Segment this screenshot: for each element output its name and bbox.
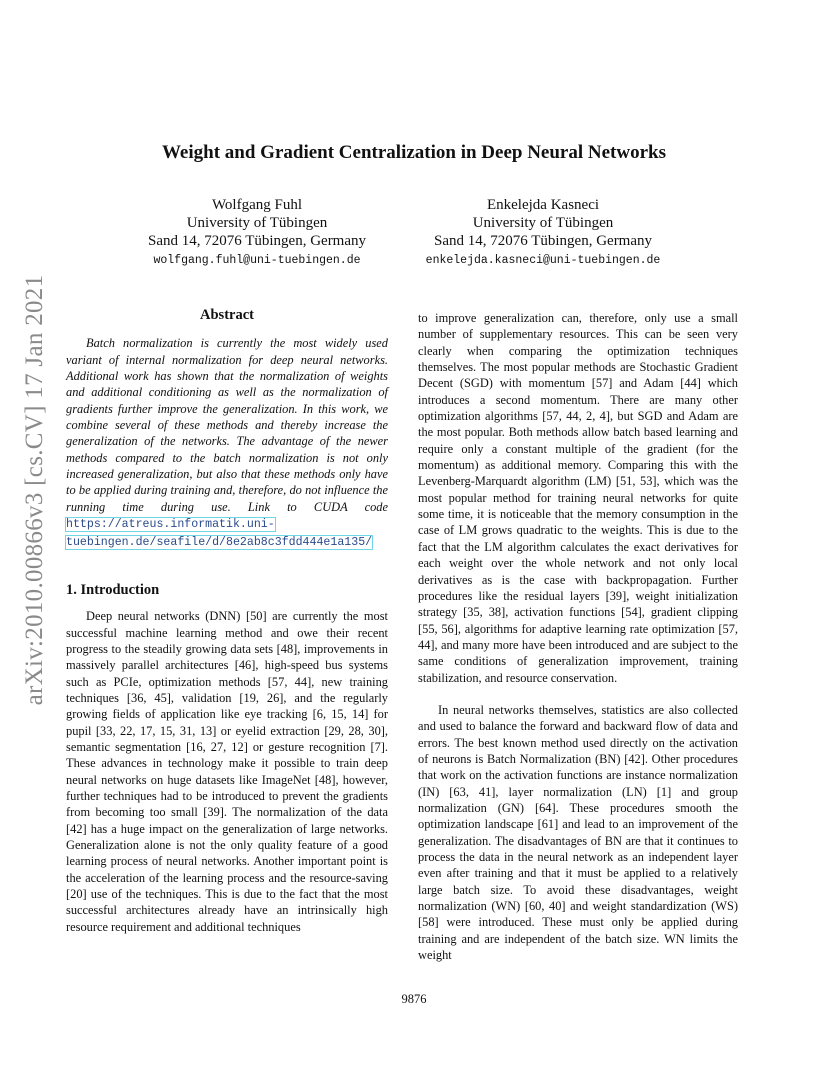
- abstract-text: [66, 335, 388, 551]
- left-column: [66, 307, 388, 935]
- code-link[interactable]: https://atreus.informatik.uni-tuebingen.de/seafile/d/8e2ab8c3fdd444e1a135/: [66, 518, 373, 550]
- author-email[interactable]: wolfgang.fuhl@uni-tuebingen.de: [153, 254, 361, 267]
- author-block-1: [107, 196, 407, 270]
- author-address: Sand 14, 72076 Tübingen, Germany: [147, 233, 367, 249]
- introduction-heading: 1. Introduction: [66, 581, 160, 598]
- author-affiliation: University of Tübingen: [472, 215, 614, 231]
- abstract-heading: Abstract: [200, 307, 254, 323]
- abstract-body-text: Batch normalization is currently the most widely used variant of internal normalization for deep neural networks. Additional work has shown that the normalization of weights and additional conditioning as well as the normalization of gradients further improve the generalization. In this work, we combine several of these methods and thereby increase the generalization of the networks. The advantage of the newer methods compared to the batch normalization is not only increased generalization, but also that these methods only have to be applied during training and, therefore, do not influence the running time during use. Link to CUDA code: [66, 336, 388, 514]
- author-name: Wolfgang Fuhl: [211, 197, 303, 213]
- page-number: 9876: [401, 992, 427, 1006]
- right-column: [418, 310, 738, 963]
- arxiv-stamp: [14, 274, 56, 706]
- arxiv-id: arXiv:2010.00866v3 [cs.CV] 17 Jan 2021: [21, 274, 48, 706]
- author-affiliation: University of Tübingen: [186, 215, 328, 231]
- author-email[interactable]: enkelejda.kasneci@uni-tuebingen.de: [425, 254, 661, 267]
- body-paragraph: In neural networks themselves, statistics are also collected and used to balance the forward and backward flow of data and errors. The best known method used directly on the activation of neurons is Batch Normalization (BN) [42]. Other procedures that work on the activation functions are instance normalization (IN) [63, 41], layer normalization (LN) [1] and group normalization (GN) [64]. These procedures smooth the optimization landscape [61] and lead to an improvement of the generalization. The disadvantages of BN are that it continues to process the data in the neural network as an independent layer even after training and that it must be applied to a relatively large batch size. To avoid these disadvantages, weight normalization (WN) [60, 40] and weight standardization (WS) [58] were introduced. These must only be applied during training and are independent of the batch size. WN limits the weight: [418, 702, 738, 963]
- paper-title: Weight and Gradient Centralization in Deep Neural Networks: [161, 142, 666, 163]
- author-address: Sand 14, 72076 Tübingen, Germany: [433, 233, 653, 249]
- author-block-2: [393, 196, 693, 270]
- author-name: Enkelejda Kasneci: [486, 197, 600, 213]
- body-paragraph: to improve generalization can, therefore, only use a small number of supplementary resources. This can be seen very clearly when comparing the optimization techniques themselves. The most popular methods are Stochastic Gradient Decent (SGD) with momentum [57] and Adam [44] which introduces a second momentum. There are many other optimization algorithms [57, 44, 2, 4], but SGD and Adam are the most popular. Both methods allow batch based learning and require only a constant multiple of the gradient (for the momentum) as additional memory. Comparing this with the Levenberg-Marquardt algorithm (LM) [51, 53], which was the most popular method for training neural networks for quite some time, it is noticeable that the memory consumption in the case of LM grows quadratic to the weights. This is due to the fact that the LM algorithm calculates the exact derivatives for each weight over the whole network and not only local derivatives as is the case with backpropagation. Further procedures like the residual layers [39], weight initialization strategy [35, 38], activation functions [54], gradient clipping [55, 56], algorithms for adaptive learning rate optimization [57, 44], and many more have been introduced and are subject to the same conditions of generalization improvement, training stabilization, and resource conservation.: [418, 311, 738, 685]
- introduction-paragraph: Deep neural networks (DNN) [50] are currently the most successful machine learning method and owe their recent progress to the steadily growing data sets [48], improvements in massively parallel architectures [46], high-speed bus systems such as PCIe, optimization methods [57, 44], new training techniques [36, 45], validation [19, 26], and the regularly growing fields of application like eye tracking [6, 15, 14] for pupil [33, 22, 17, 15, 31, 13] or eyelid extraction [29, 28, 30], semantic segmentation [16, 27, 12] or gesture recognition [7]. These advances in technology make it possible to train deep neural networks on huge datasets like ImageNet [48], however, further techniques had to be introduced to prevent the gradients from becoming too small [39]. The normalization of the data [42] has a huge impact on the generalization of large networks. Generalization alone is not the only quality feature of a good learning process of neural networks. Another important point is the acceleration of the learning process and the resource-saving [20] use of the techniques. This is due to the fact that the most successful architectures already have an intrinsically high resource requirement and additional techniques: [66, 609, 388, 934]
